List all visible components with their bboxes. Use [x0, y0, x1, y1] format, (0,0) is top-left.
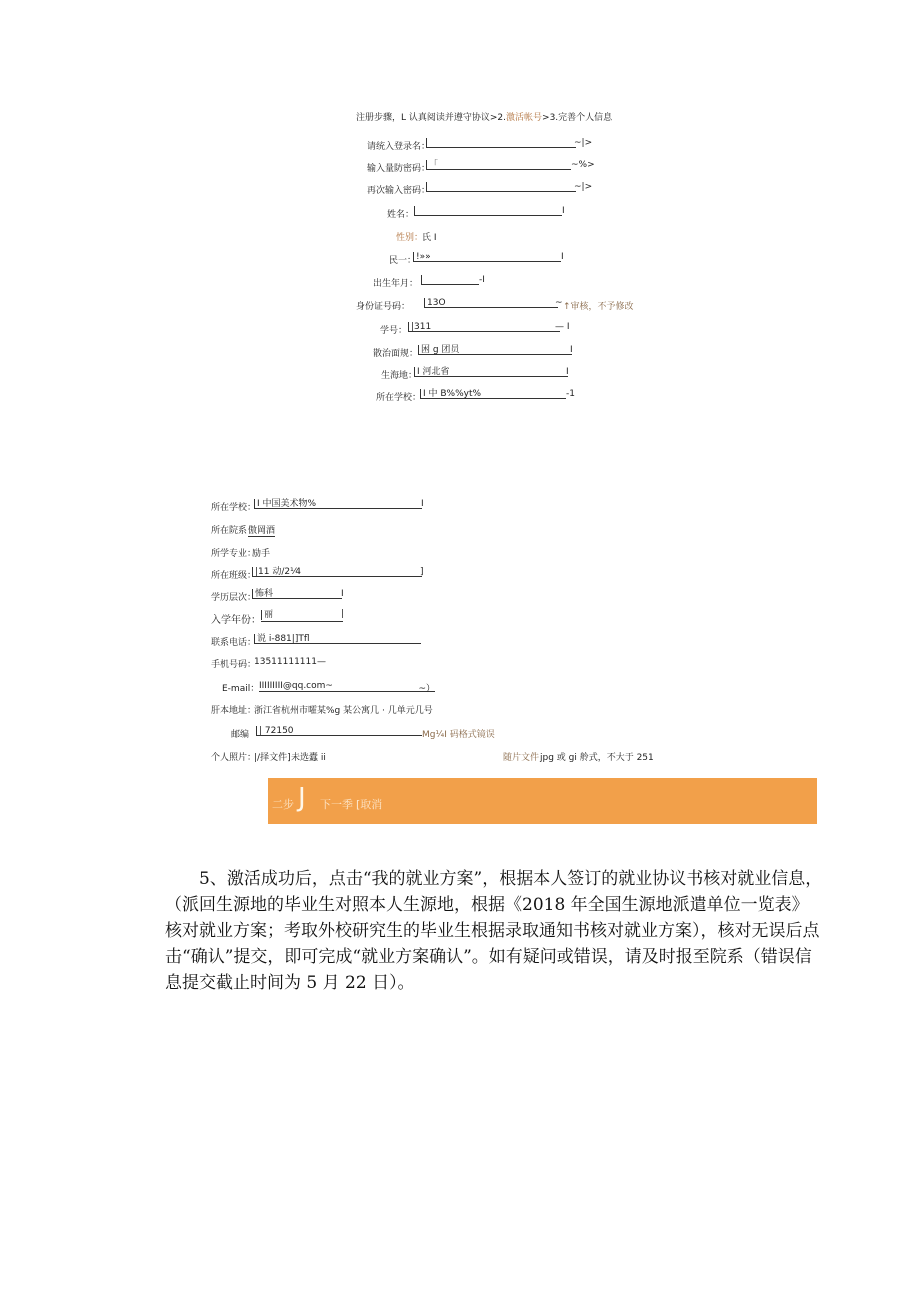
- class-select[interactable]: |11 动/2⅟4: [252, 567, 422, 577]
- cancel-button[interactable]: [取消: [356, 798, 383, 811]
- password-input[interactable]: 「: [426, 160, 571, 170]
- studentno-end: — I: [555, 322, 570, 332]
- username-end: ~|>: [574, 138, 593, 148]
- password-confirm-input[interactable]: [426, 182, 576, 192]
- class-label: 所在班级：: [211, 571, 257, 581]
- name-label: 姓名：: [387, 210, 415, 220]
- major-label: 所学专业：: [211, 549, 257, 559]
- password-confirm-label: 再次输入密码：: [367, 186, 431, 196]
- political-select[interactable]: 困 g 团员: [418, 345, 572, 355]
- address-label: 肝本地址：: [211, 706, 257, 716]
- mobile-input[interactable]: 13511111111—: [254, 657, 326, 667]
- instruction-text: 5、激活成功后，点击“我的就业方案”，根据本人签订的就业协议书核对就业信息，（派回生源地的毕业生对照本人生源地，根据《2018 年全国生源地派遣单位一览表》核对就业方案；考取外校研究生的毕业生根据录取通知书核对就业方案），核对无误后点击“确认”提交，即可完成“就业方案确认”。如有疑问或错误，请及时报至院系（错误信息提交截止时间为 5 月 22 日）。: [165, 869, 823, 993]
- photo-choose-button[interactable]: |/择文件]: [254, 753, 291, 763]
- name-input[interactable]: [414, 206, 562, 216]
- political-label: 散治面规：: [373, 349, 419, 359]
- prev-step-button[interactable]: 二步: [272, 798, 294, 811]
- postcode-label: 邮编: [231, 730, 250, 740]
- step-indicator: [356, 110, 612, 123]
- degree-end: I: [341, 589, 344, 599]
- birth-end: -I: [479, 275, 485, 285]
- school-label: 所在学校：: [376, 393, 422, 403]
- ethnicity-end: I: [561, 252, 564, 262]
- ethnicity-label: 民一：: [389, 256, 417, 266]
- instruction-paragraph: [165, 866, 825, 996]
- degree-select[interactable]: 怖科: [252, 589, 342, 599]
- email-value: IIIIIIIII@qq.com~: [259, 681, 333, 691]
- postcode-error: Mg¼I 码格式镜误: [422, 730, 495, 740]
- gender-label: 性别：: [396, 233, 424, 243]
- ethnicity-select[interactable]: !»»: [413, 252, 561, 262]
- photo-hint-label: 随片文件: [503, 753, 540, 763]
- mobile-label: 手机号码：: [211, 660, 257, 670]
- school-select[interactable]: I 中 B%%yt%: [420, 389, 566, 399]
- origin-select[interactable]: I 河北省: [414, 367, 568, 377]
- studentno-label: 学号：: [380, 326, 408, 336]
- email-end: ~）: [418, 684, 435, 694]
- political-end: I: [570, 345, 573, 355]
- photo-hint: jpg 或 gi 舲式，不大于 251: [540, 753, 654, 763]
- phone-input[interactable]: 说 i-881|]Tfl: [254, 634, 421, 644]
- idcard-input[interactable]: 13O: [424, 298, 558, 308]
- address-input[interactable]: 浙江省杭州市嚯某%g 某公寓几 · 几单元几号: [254, 706, 433, 716]
- school2-label: 所在学校：: [211, 503, 257, 513]
- enroll-year-label: 入学年份：: [211, 615, 261, 626]
- origin-end: I: [566, 367, 569, 377]
- studentno-input[interactable]: |311: [408, 322, 560, 332]
- enroll-year-select[interactable]: 丽: [261, 610, 343, 622]
- school2-select[interactable]: I 中国美术物%: [254, 499, 422, 509]
- photo-status: 未选蠹 ii: [291, 753, 326, 763]
- enroll-year-end: |: [341, 609, 345, 619]
- postcode-input[interactable]: | 72150: [256, 726, 422, 736]
- origin-label: 生海地：: [381, 371, 418, 381]
- step-prefix: 注册步骤，L 认真阅读并遵守协议>2.: [356, 113, 507, 123]
- photo-label: 个人照片：: [211, 753, 257, 763]
- department-select[interactable]: 傲岡酒: [248, 523, 275, 537]
- phone-label: 联系电话：: [211, 638, 257, 648]
- idcard-end: ~: [555, 298, 563, 308]
- password-label: 输入量防密码：: [367, 164, 431, 174]
- department-label: 所在院系: [211, 526, 248, 536]
- major-select[interactable]: 励手: [252, 549, 271, 559]
- gender-select[interactable]: 氏 I: [422, 233, 437, 243]
- password-confirm-end: ~|>: [574, 182, 593, 192]
- step-suffix: >3.完善个人信息: [542, 113, 613, 123]
- idcard-note: ↑审核，不予修改: [563, 302, 634, 312]
- school-end: -1: [566, 389, 575, 399]
- idcard-label: 身份证号码：: [356, 302, 411, 312]
- button-divider: J: [298, 783, 306, 813]
- email-label: E-mail：: [222, 684, 260, 694]
- action-bar: [268, 778, 817, 824]
- birth-input[interactable]: [421, 275, 479, 285]
- email-input[interactable]: [259, 681, 435, 692]
- username-label: 请统入登录名：: [367, 142, 431, 152]
- class-end: ]: [420, 567, 424, 577]
- next-step-button[interactable]: 下一季: [320, 798, 353, 811]
- step-active: 激活帐号: [506, 113, 543, 123]
- school2-end: I: [421, 499, 424, 509]
- password-end: ~%>: [571, 160, 595, 170]
- birth-label: 出生年月：: [373, 279, 419, 289]
- username-input[interactable]: [426, 138, 576, 148]
- degree-label: 学历层次：: [211, 593, 257, 603]
- name-end: I: [562, 206, 565, 216]
